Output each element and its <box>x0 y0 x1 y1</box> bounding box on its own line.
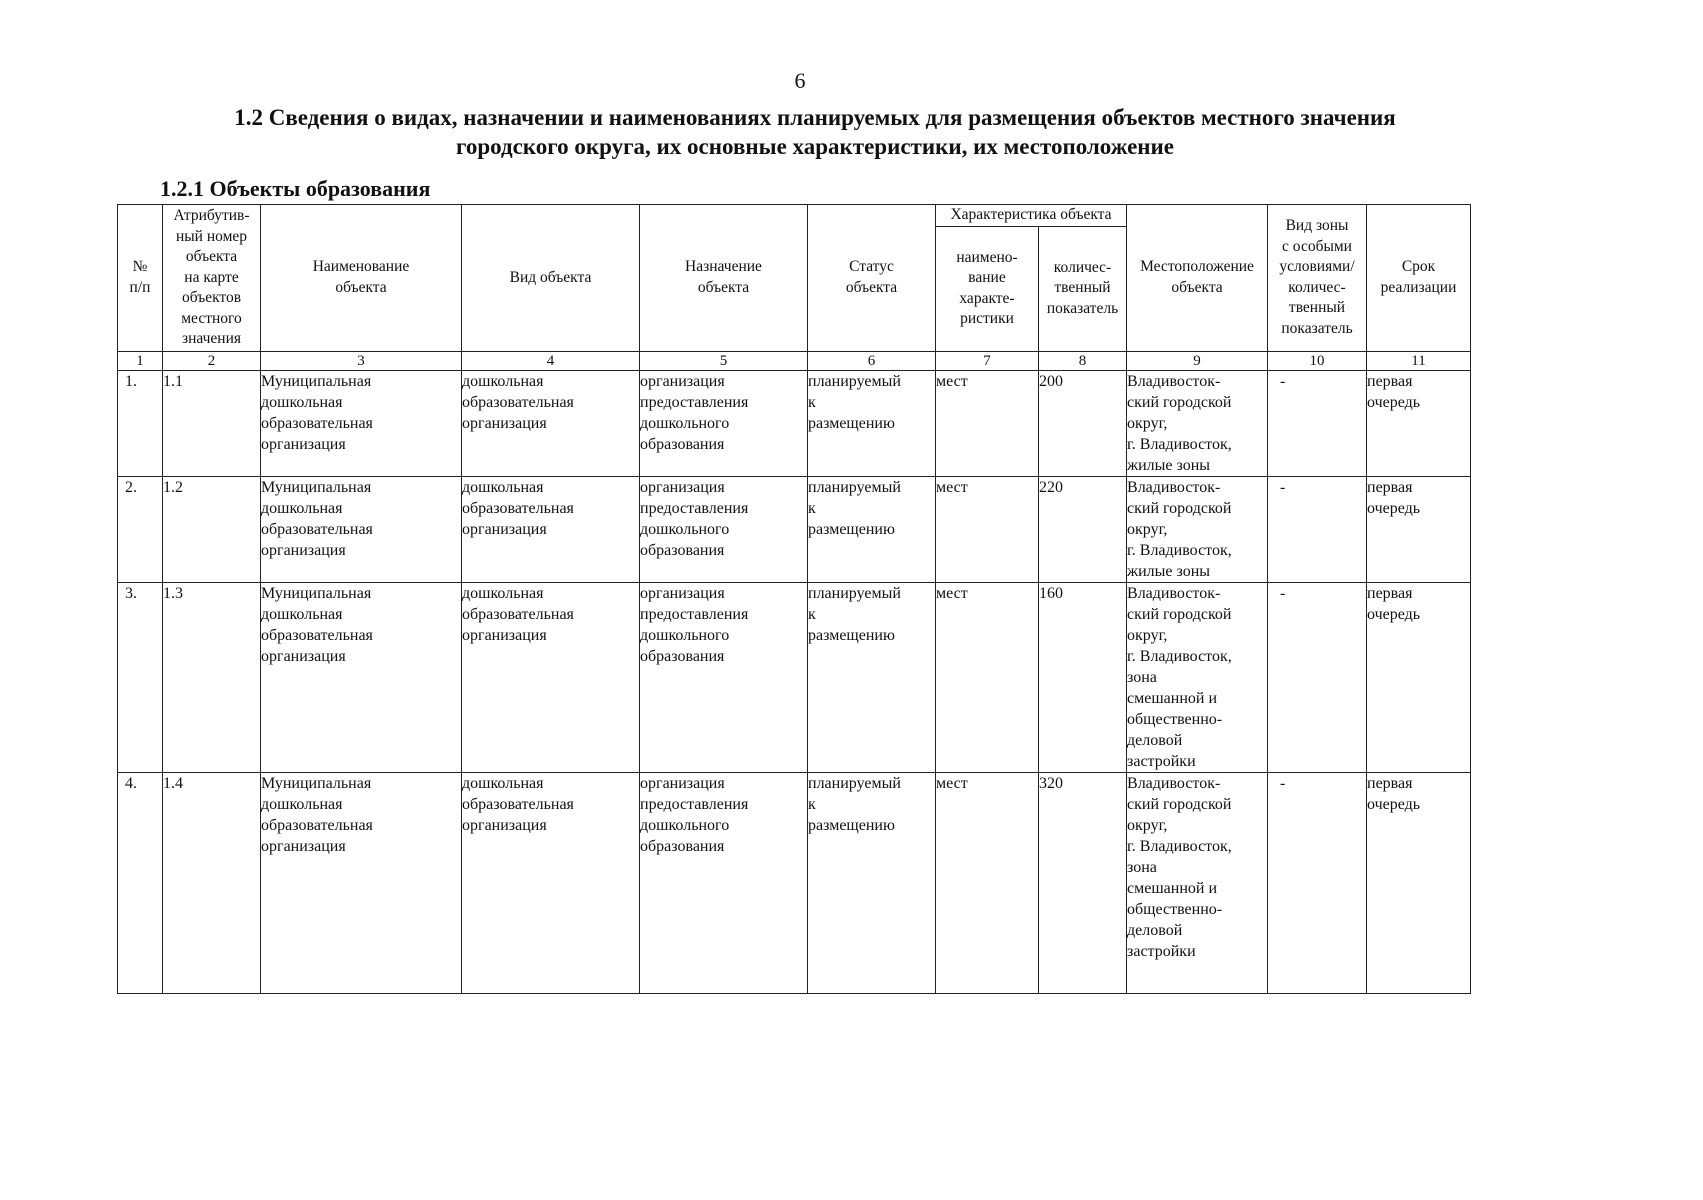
cell-object-purpose: организация предоставления дошкольного образования <box>640 582 808 772</box>
table-row <box>118 582 1471 772</box>
cell-object-kind: дошкольная образовательная организация <box>462 370 640 476</box>
header-characteristic-name: наимено- вание характе- ристики <box>936 226 1039 351</box>
cell-zone: - <box>1268 476 1367 582</box>
column-number: 7 <box>936 351 1039 370</box>
cell-object-status: планируемый к размещению <box>808 582 936 772</box>
cell-object-status: планируемый к размещению <box>808 772 936 993</box>
cell-characteristic-name: мест <box>936 476 1039 582</box>
column-number: 5 <box>640 351 808 370</box>
header-object-kind: Вид объекта <box>462 205 640 352</box>
cell-characteristic-value: 320 <box>1039 772 1127 993</box>
cell-object-kind: дошкольная образовательная организация <box>462 476 640 582</box>
cell-term: первая очередь <box>1367 476 1471 582</box>
cell-object-name: Муниципальная дошкольная образовательная организация <box>261 476 462 582</box>
cell-characteristic-value: 200 <box>1039 370 1127 476</box>
education-objects-table <box>117 204 1471 994</box>
column-number: 6 <box>808 351 936 370</box>
cell-characteristic-value: 220 <box>1039 476 1127 582</box>
cell-attribute-number: 1.1 <box>163 370 261 476</box>
column-number: 10 <box>1268 351 1367 370</box>
cell-num: 3. <box>118 582 163 772</box>
cell-attribute-number: 1.3 <box>163 582 261 772</box>
cell-location: Владивосток- ский городской округ, г. Владивосток, зона смешанной и общественно- деловой застройки <box>1127 772 1268 993</box>
cell-object-status: планируемый к размещению <box>808 370 936 476</box>
header-zone: Вид зоны с особыми условиями/ количес- твенный показатель <box>1268 205 1367 352</box>
cell-object-name: Муниципальная дошкольная образовательная организация <box>261 772 462 993</box>
table-row <box>118 370 1471 476</box>
cell-location: Владивосток- ский городской округ, г. Владивосток, зона смешанной и общественно- деловой застройки <box>1127 582 1268 772</box>
cell-object-purpose: организация предоставления дошкольного образования <box>640 370 808 476</box>
cell-object-purpose: организация предоставления дошкольного образования <box>640 772 808 993</box>
cell-characteristic-name: мест <box>936 772 1039 993</box>
column-number: 4 <box>462 351 640 370</box>
cell-attribute-number: 1.4 <box>163 772 261 993</box>
cell-term: первая очередь <box>1367 772 1471 993</box>
section-title-line-2: городского округа, их основные характеристики, их местоположение <box>455 134 1175 159</box>
table-row <box>118 772 1471 993</box>
cell-object-status: планируемый к размещению <box>808 476 936 582</box>
cell-characteristic-value: 160 <box>1039 582 1127 772</box>
cell-num: 2. <box>118 476 163 582</box>
cell-num: 4. <box>118 772 163 993</box>
cell-object-kind: дошкольная образовательная организация <box>462 772 640 993</box>
section-title <box>160 103 1470 161</box>
column-number: 9 <box>1127 351 1268 370</box>
header-attribute-number: Атрибутив- ный номер объекта на карте объектов местного значения <box>163 205 261 352</box>
column-number: 3 <box>261 351 462 370</box>
cell-object-kind: дошкольная образовательная организация <box>462 582 640 772</box>
cell-attribute-number: 1.2 <box>163 476 261 582</box>
subsection-title: 1.2.1 Объекты образования <box>160 176 431 201</box>
cell-characteristic-name: мест <box>936 370 1039 476</box>
page-number: 6 <box>794 68 806 93</box>
section-title-line-1: 1.2 Сведения о видах, назначении и наименованиях планируемых для размещения объектов местного значения <box>234 105 1396 130</box>
cell-object-name: Муниципальная дошкольная образовательная организация <box>261 370 462 476</box>
header-term: Срок реализации <box>1367 205 1471 352</box>
cell-location: Владивосток- ский городской округ, г. Владивосток, жилые зоны <box>1127 476 1268 582</box>
cell-location: Владивосток- ский городской округ, г. Владивосток, жилые зоны <box>1127 370 1268 476</box>
column-number-row <box>118 351 1471 370</box>
header-characteristic-value: количес- твенный показатель <box>1039 226 1127 351</box>
cell-zone: - <box>1268 772 1367 993</box>
header-object-status: Статус объекта <box>808 205 936 352</box>
header-characteristics-group: Характеристика объекта <box>936 205 1127 227</box>
cell-term: первая очередь <box>1367 370 1471 476</box>
cell-object-purpose: организация предоставления дошкольного образования <box>640 476 808 582</box>
column-number: 11 <box>1367 351 1471 370</box>
table-row <box>118 476 1471 582</box>
header-object-name: Наименование объекта <box>261 205 462 352</box>
cell-zone: - <box>1268 370 1367 476</box>
column-number: 8 <box>1039 351 1127 370</box>
header-object-purpose: Назначение объекта <box>640 205 808 352</box>
cell-characteristic-name: мест <box>936 582 1039 772</box>
cell-zone: - <box>1268 582 1367 772</box>
column-number: 2 <box>163 351 261 370</box>
column-number: 1 <box>118 351 163 370</box>
cell-object-name: Муниципальная дошкольная образовательная организация <box>261 582 462 772</box>
header-location: Местоположение объекта <box>1127 205 1268 352</box>
header-num: № п/п <box>118 205 163 352</box>
cell-term: первая очередь <box>1367 582 1471 772</box>
cell-num: 1. <box>118 370 163 476</box>
